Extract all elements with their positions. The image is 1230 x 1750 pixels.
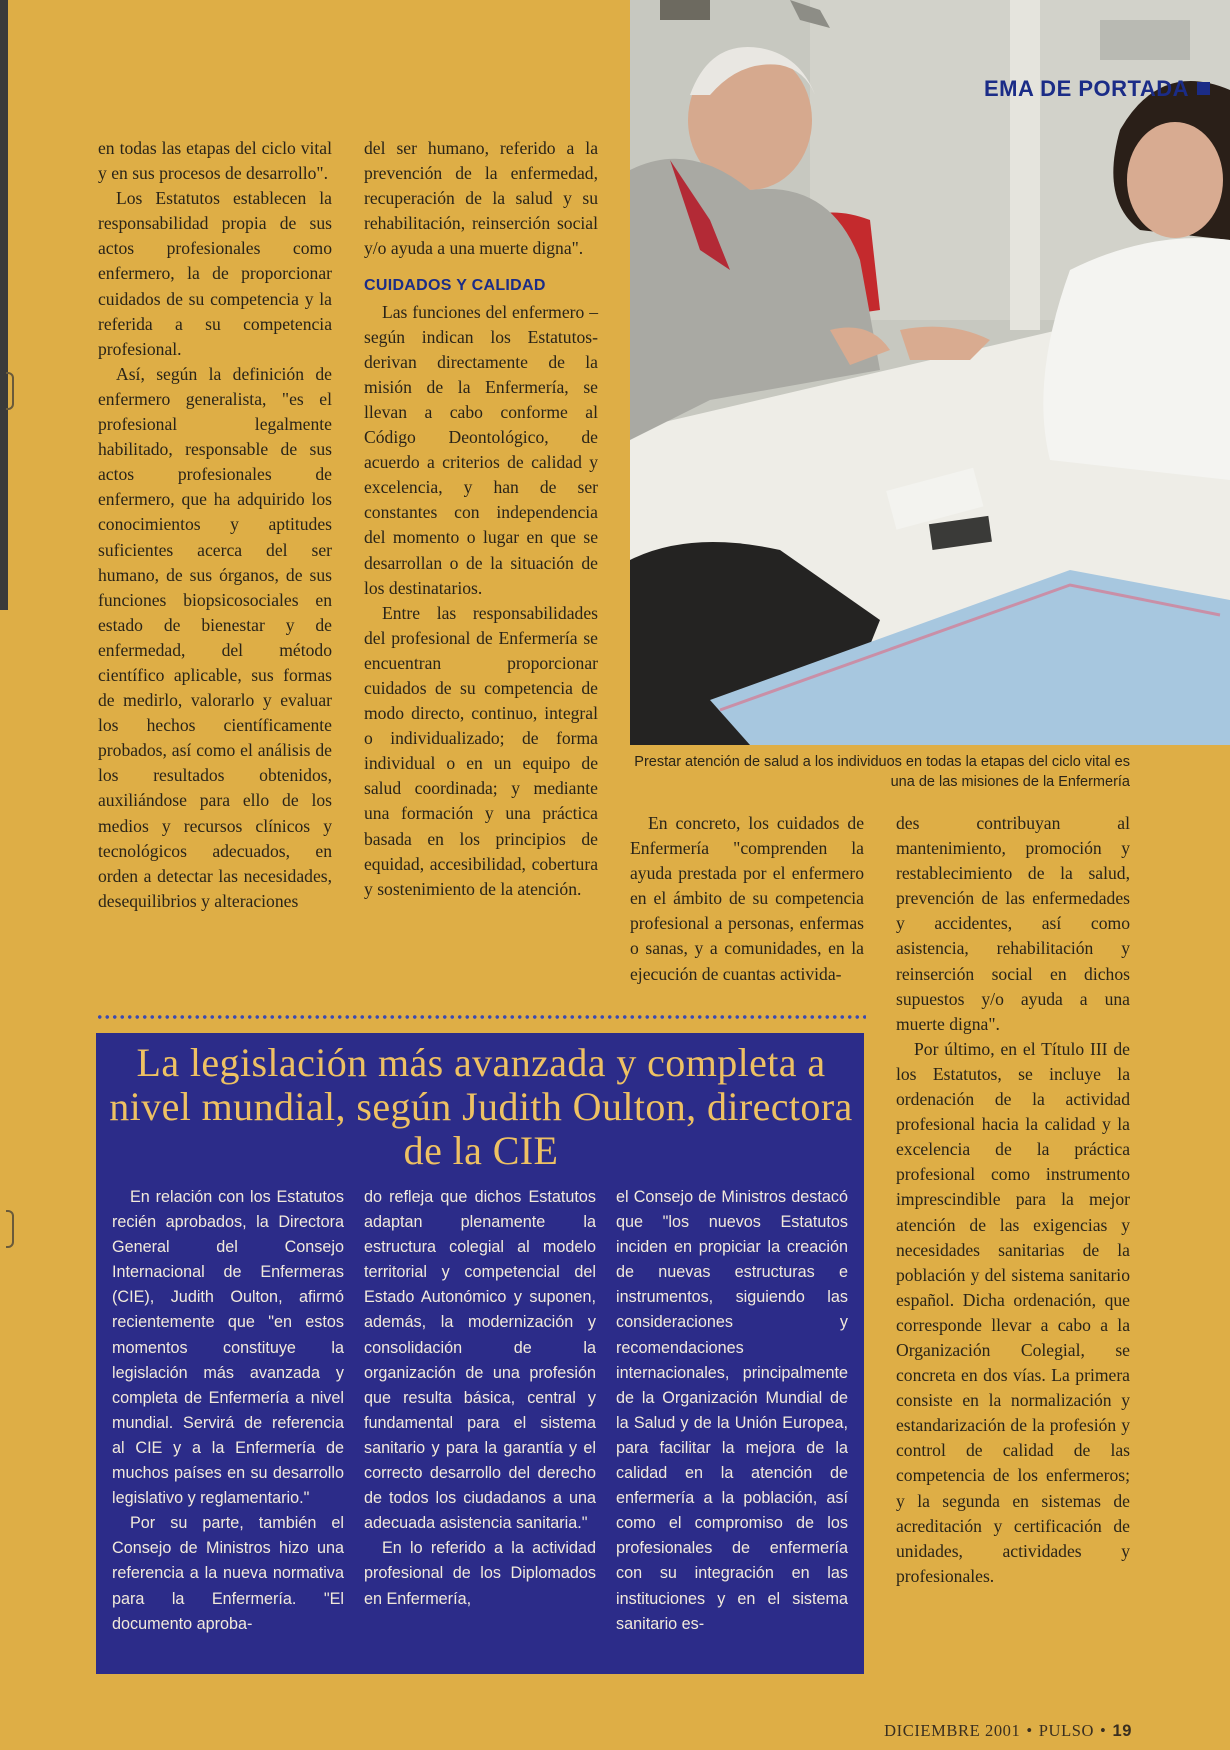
sidebar-column-3 [616,1185,848,1637]
paragraph: En concreto, los cuidados de Enfermería "comprenden la ayuda prestada por el enfermero en el ámbito de su competencia profesional a personas, enfermas o sanas, y a comunidades, en la ejecución de cuantas activida- [630,813,864,984]
subheading: CUIDADOS Y CALIDAD [364,277,546,295]
page-left-edge [0,0,8,610]
section-tag: EMA DE PORTADA [984,76,1210,102]
page-number: 19 [1112,1722,1132,1740]
paragraph: Por su parte, también el Consejo de Ministros hizo una referencia a la nueva normativa para la Enfermería. "El documento aproba- [112,1514,344,1633]
paragraph: Entre las responsabilidades del profesional de Enfermería se encuentran proporcionar cuidados de su competencia de modo directo, continuo, integral o individualizado; de forma individual o en un equipo de salud coordinada; y mediante una formación y una práctica basada en los principios de equidad, accesibilidad, cobertura y sostenimiento de la atención. [364,602,598,899]
paragraph: En lo referido a la actividad profesional de los Diplomados en Enfermería, [364,1539,596,1608]
footer-date: DICIEMBRE 2001 [884,1721,1021,1740]
paragraph: Así, según la definición de enfermero generalista, "es el profesional legalmente habilitado, responsable de sus actos profesionales de enfermero, que ha adquirido los conocimientos y aptitudes suficientes acerca del ser humano, de sus órganos, de sus funciones biopsicosociales en estado de bienestar y de enfermedad, del método científico aplicable, sus formas de medirlo, valorarlo y evaluar los hechos científicamente probados, así como el análisis de los resultados obtenidos, auxiliándose para ello de los medios y recursos clínicos y tecnológicos adecuados, en orden a detectar las necesidades, desequilibrios y alteraciones [98,363,332,911]
paragraph: en todas las etapas del ciclo vital y en sus procesos de desarrollo". [98,138,332,184]
paragraph: Las funciones del enfermero –según indican los Estatutos- derivan directamente de la misión de la Enfermería, se llevan a cabo conforme al Código Deontológico, de acuerdo a criterios de calidad y excelencia, y han de ser constantes con independencia del momento o lugar en que se desarrollan o de la situación de los destinatarios. [364,301,598,598]
sidebar-box [96,1033,864,1674]
paragraph: del ser humano, referido a la prevención de la enfermedad, recuperación de la salud y su rehabilitación, reinserción social y/o ayuda a una muerte digna". [364,138,598,259]
paragraph: do refleja que dichos Estatutos adaptan plenamente la estructura colegial al modelo territorial y competencial del Estado Autonómico y suponen, además, la modernización y consolidación de la organización de una profesión que resulta básica, central y fundamental para el sistema sanitario y para la garantía y el correcto desarrollo del derecho de todos los ciudadanos a una adecuada asistencia sanitaria." [364,1188,596,1533]
cover-photo [630,0,1230,745]
paragraph: Los Estatutos establecen la responsabilidad propia de sus actos profesionales como enfermero, la de proporcionar cuidados de su competencia y la referida a su competencia profesional. [98,188,332,359]
footer-separator: • [1026,1721,1033,1740]
article-column-1 [98,136,332,914]
photo-illustration [630,0,1230,745]
article-column-4 [896,811,1130,1589]
sidebar-column-1 [112,1185,344,1637]
binding-mark [6,372,14,410]
paragraph: En relación con los Estatutos recién aprobados, la Directora General del Consejo Internacional de Enfermeras (CIE), Judith Oulton, afirmó recientemente que "en estos momentos constituye la legislación más avanzada y completa de Enfermería a nivel mundial. Servirá de referencia al CIE y a la Enfermería de muchos países en su desarrollo legislativo y reglamentario." [112,1188,344,1508]
footer-separator: • [1100,1721,1107,1740]
paragraph: el Consejo de Ministros destacó que "los nuevos Estatutos inciden en propiciar la creación de nuevas estructuras e instrumentos, siguiendo las consideraciones y recomendaciones internacionales, principalmente de la Organización Mundial de la Salud y de la Unión Europea, para facilitar la mejora de la calidad en la atención de enfermería a la población, así como el compromiso de los profesionales de enfermería con su integración en las instituciones y en el sistema sanitario es- [616,1188,848,1633]
binding-mark [6,1210,14,1248]
paragraph: Por último, en el Título III de los Estatutos, se incluye la ordenación de la actividad profesional hacia la calidad y la excelencia de la práctica profesional como instrumento imprescindible para la mejor atención de las exigencias y necesidades sanitarias de la población y del sistema sanitario español. Dicha ordenación, que corresponde llevar a cabo a la Organización Colegial, se concreta en dos vías. La primera consiste en la normalización y estandarización de la profesión y control de calidad de las competencia de los enfermeros; y la segunda en sistemas de acreditación y certificación de unidades, actividades y profesionales. [896,1038,1130,1586]
article-column-3 [630,811,864,987]
square-bullet-icon [1197,82,1210,95]
sidebar-title: La legislación más avanzada y completa a nivel mundial, según Judith Oulton, directora de la CIE [109,1040,853,1173]
article-column-2 [364,136,598,902]
footer-magazine: PULSO [1038,1721,1095,1740]
page-footer [884,1721,1132,1741]
sidebar-column-2 [364,1185,596,1612]
photo-caption: Prestar atención de salud a los individuos en todas la etapas del ciclo vital es una de las misiones de la Enfermería [634,754,1130,790]
dotted-separator [96,1013,866,1021]
paragraph: des contribuyan al mantenimiento, promoción y restablecimiento de la salud, prevención de las enfermedades y accidentes, así como asistencia, rehabilitación y reinserción social en dichos supuestos y/o ayuda a una muerte digna". [896,813,1130,1034]
